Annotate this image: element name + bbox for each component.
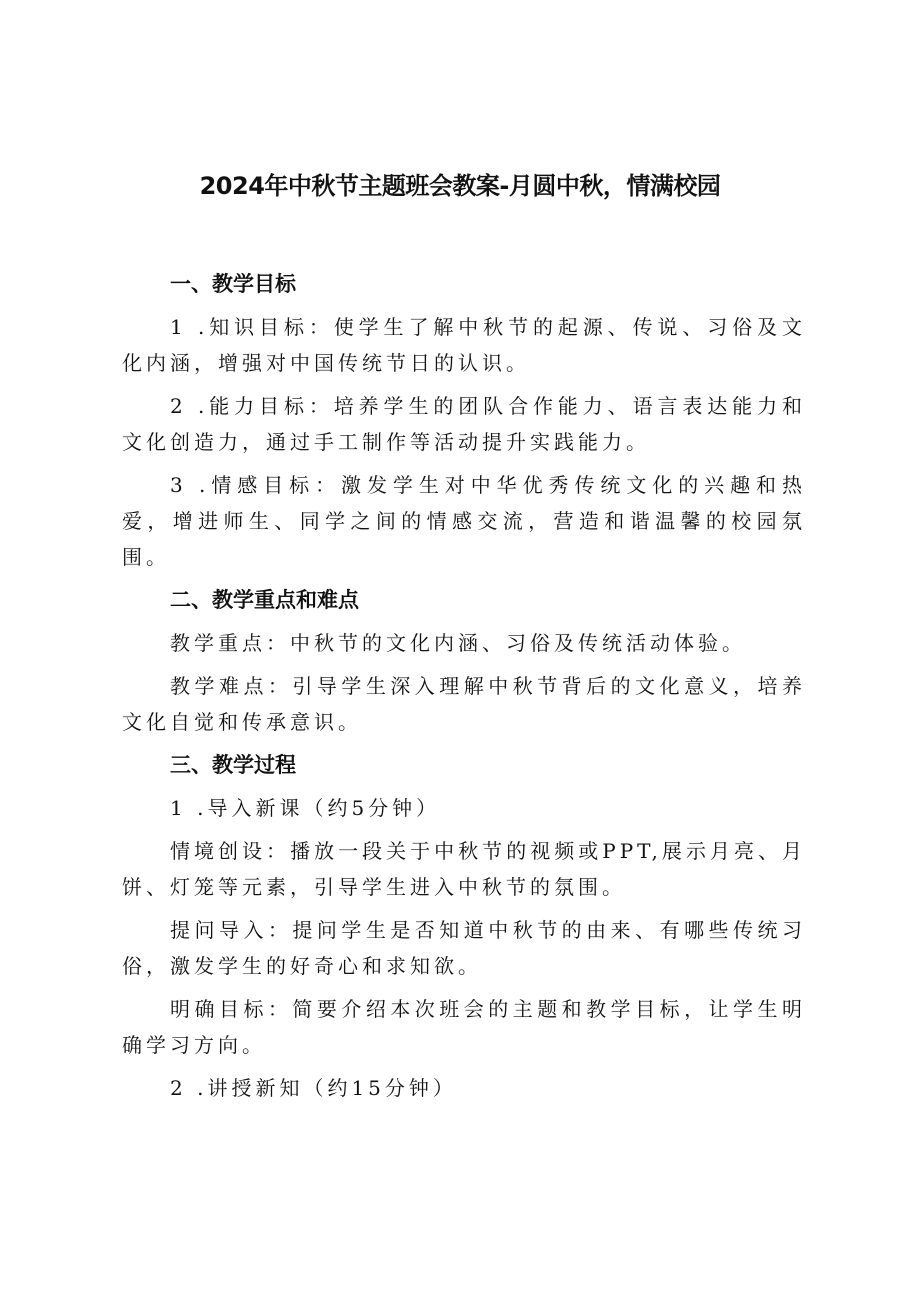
process-step-teaching: 2 .讲授新知（约15分钟）	[170, 1076, 457, 1100]
process-scenario: 情境创设：播放一段关于中秋节的视频或PPT,展示月亮、月饼、灯笼等元素，引导学生进入中秋节的氛围。	[122, 839, 806, 899]
goal-ability: 2 .能力目标：培养学生的团队合作能力、语言表达能力和文化创造力，通过手工制作等活动提升实践能力。	[122, 394, 806, 454]
section-heading-keypoints: 二、教学重点和难点	[170, 588, 359, 612]
teaching-focus: 教学重点：中秋节的文化内涵、习俗及传统活动体验。	[170, 631, 746, 655]
goal-emotion: 3 .情感目标：激发学生对中华优秀传统文化的兴趣和热爱，增进师生、同学之间的情感交流，营造和谐温馨的校园氛围。	[122, 473, 806, 569]
teaching-difficulty: 教学难点：引导学生深入理解中秋节背后的文化意义，培养文化自觉和传承意识。	[122, 674, 806, 734]
process-step-intro: 1 .导入新课（约5分钟）	[170, 796, 441, 820]
goal-knowledge: 1 .知识目标：使学生了解中秋节的起源、传说、习俗及文化内涵，增强对中国传统节日的认识。	[122, 315, 806, 375]
document-body	[122, 266, 806, 1113]
process-questioning: 提问导入：提问学生是否知道中秋节的由来、有哪些传统习俗，激发学生的好奇心和求知欲。	[122, 918, 806, 978]
section-heading-goals: 一、教学目标	[170, 272, 296, 296]
process-objectives: 明确目标：简要介绍本次班会的主题和教学目标，让学生明确学习方向。	[122, 997, 806, 1057]
document-title: 2024年中秋节主题班会教案-月圆中秋，情满校园	[199, 172, 721, 200]
section-heading-process: 三、教学过程	[170, 753, 296, 777]
